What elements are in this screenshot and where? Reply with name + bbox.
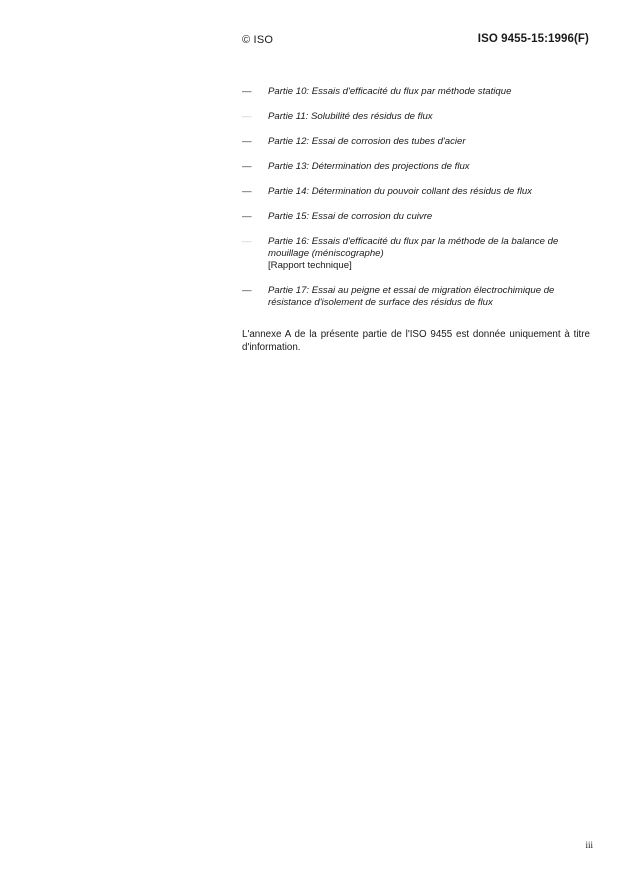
- standard-reference: ISO 9455-15:1996(F): [477, 33, 589, 45]
- list-item: [242, 186, 590, 198]
- part-entry: [268, 285, 590, 309]
- list-dash: —: [242, 136, 252, 147]
- part-title: Partie 12: Essai de corrosion des tubes d'acier: [268, 136, 466, 147]
- part-entry: [268, 136, 590, 148]
- list-item: [242, 161, 590, 173]
- part-note: [Rapport technique]: [268, 260, 352, 271]
- list-dash: —: [242, 236, 252, 247]
- annex-note: L'annexe A de la présente partie de l'ISO 9455 est donnée uniquement à titre d'information.: [242, 328, 590, 353]
- list-item: [242, 111, 590, 123]
- list-dash: —: [242, 186, 252, 197]
- part-title: Partie 17: Essai au peigne et essai de migration électrochimique de résistance d'isolement de surface des résidus de flux: [268, 285, 555, 308]
- list-item: [242, 211, 590, 223]
- part-title: Partie 15: Essai de corrosion du cuivre: [268, 211, 433, 222]
- list-dash: —: [242, 285, 252, 296]
- part-entry: [268, 161, 590, 173]
- part-entry: [268, 186, 590, 198]
- part-title: Partie 10: Essais d'efficacité du flux par méthode statique: [268, 86, 512, 97]
- copyright-label: © ISO: [242, 34, 274, 46]
- list-dash: —: [242, 86, 252, 97]
- list-item: [242, 285, 590, 309]
- list-dash: —: [242, 111, 252, 122]
- part-title: Partie 11: Solubilité des résidus de flux: [268, 111, 433, 122]
- list-dash: —: [242, 211, 252, 222]
- part-title: Partie 14: Détermination du pouvoir collant des résidus de flux: [268, 186, 532, 197]
- list-dash: —: [242, 161, 252, 172]
- part-entry: [268, 211, 590, 223]
- part-title: Partie 16: Essais d'efficacité du flux par la méthode de la balance de mouillage (méniscographe): [268, 236, 559, 259]
- page-number: iii: [585, 840, 593, 850]
- part-entry: [268, 111, 590, 123]
- part-entry: [268, 236, 590, 272]
- list-item: [242, 86, 590, 98]
- parts-list: [242, 86, 590, 322]
- list-item: [242, 236, 590, 272]
- part-entry: [268, 86, 590, 98]
- list-item: [242, 136, 590, 148]
- part-title: Partie 13: Détermination des projections de flux: [268, 161, 470, 172]
